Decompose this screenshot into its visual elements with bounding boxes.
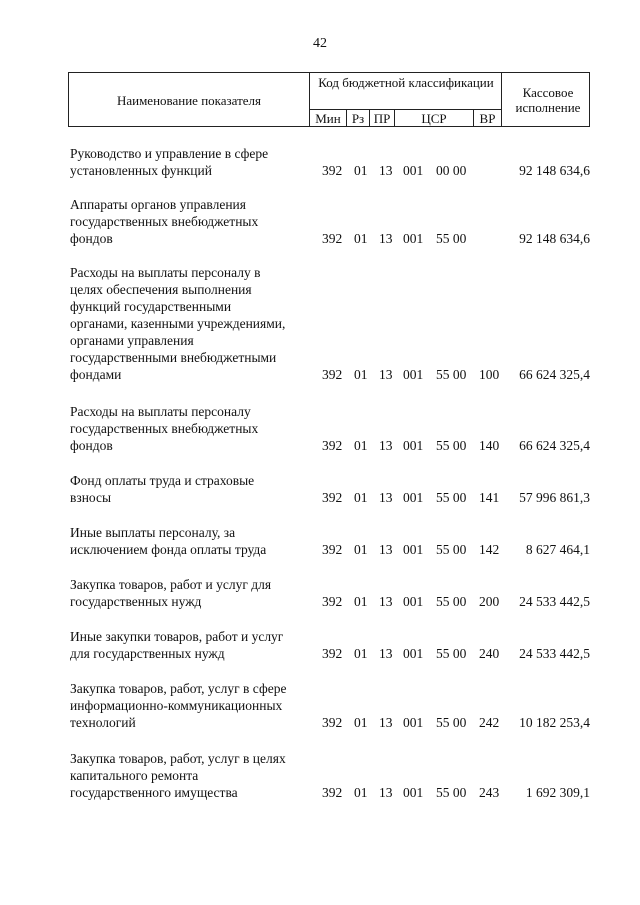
row-code-csr1: 001 bbox=[403, 231, 424, 246]
row-code-rz: 01 bbox=[354, 231, 368, 246]
header-code-group: Код бюджетной классификации bbox=[318, 75, 494, 90]
row-code-min: 392 bbox=[322, 542, 343, 557]
row-code-pr: 13 bbox=[379, 438, 393, 453]
row-name: Закупка товаров, работ и услуг для государственных нужд bbox=[70, 577, 272, 609]
row-code-csr2: 55 00 bbox=[436, 646, 467, 661]
row-code-csr2: 55 00 bbox=[436, 542, 467, 557]
row-code-min: 392 bbox=[322, 594, 343, 609]
header-col-csr: ЦСР bbox=[421, 111, 447, 126]
row-code-csr2: 55 00 bbox=[436, 785, 467, 800]
row-code-rz: 01 bbox=[354, 715, 368, 730]
row-code-rz: 01 bbox=[354, 438, 368, 453]
row-code-rz: 01 bbox=[354, 785, 368, 800]
row-code-min: 392 bbox=[322, 231, 343, 246]
row-code-pr: 13 bbox=[379, 594, 393, 609]
row-code-vr: 243 bbox=[479, 785, 500, 800]
row-code-rz: 01 bbox=[354, 163, 368, 178]
row-code-pr: 13 bbox=[379, 715, 393, 730]
row-code-csr1: 001 bbox=[403, 490, 424, 505]
header-col-rz: Рз bbox=[351, 111, 365, 126]
row-amount: 10 182 253,4 bbox=[519, 715, 590, 730]
row-code-csr1: 001 bbox=[403, 646, 424, 661]
row-name: Руководство и управление в сфере установленных функций bbox=[70, 146, 269, 178]
row-code-csr1: 001 bbox=[403, 542, 424, 557]
row-code-vr: 142 bbox=[479, 542, 500, 557]
row-amount: 8 627 464,1 bbox=[525, 542, 590, 557]
row-name: Расходы на выплаты персоналу в целях обеспечения выполнения функций государственными органами, казенными учреждениями, органами управления государственными внебюджетными фондами bbox=[70, 265, 286, 382]
page-number: 42 bbox=[313, 36, 327, 51]
header-col-pr: ПР bbox=[373, 111, 391, 126]
row-code-min: 392 bbox=[322, 715, 343, 730]
row-code-csr1: 001 bbox=[403, 367, 424, 382]
row-code-rz: 01 bbox=[354, 646, 368, 661]
row-code-vr: 141 bbox=[479, 490, 500, 505]
row-code-csr2: 55 00 bbox=[436, 231, 467, 246]
row-code-csr1: 001 bbox=[403, 594, 424, 609]
row-code-min: 392 bbox=[322, 785, 343, 800]
row-name: Аппараты органов управления государственных внебюджетных фондов bbox=[70, 197, 259, 246]
row-name: Иные выплаты персоналу, за исключением фонда оплаты труда bbox=[70, 525, 267, 557]
row-amount: 24 533 442,5 bbox=[519, 646, 590, 661]
row-name: Иные закупки товаров, работ и услуг для государственных нужд bbox=[70, 629, 284, 661]
row-amount: 66 624 325,4 bbox=[519, 367, 590, 382]
row-name: Закупка товаров, работ, услуг в сфере информационно-коммуникационных технологий bbox=[70, 681, 287, 730]
row-code-pr: 13 bbox=[379, 231, 393, 246]
row-code-csr2: 00 00 bbox=[436, 163, 467, 178]
row-code-csr1: 001 bbox=[403, 715, 424, 730]
row-code-rz: 01 bbox=[354, 594, 368, 609]
row-code-csr2: 55 00 bbox=[436, 438, 467, 453]
row-name: Расходы на выплаты персоналу государственных внебюджетных фондов bbox=[70, 404, 259, 453]
row-code-csr2: 55 00 bbox=[436, 367, 467, 382]
row-code-min: 392 bbox=[322, 367, 343, 382]
header-col-vr: ВР bbox=[479, 111, 496, 126]
row-code-min: 392 bbox=[322, 490, 343, 505]
row-code-vr: 200 bbox=[479, 594, 500, 609]
row-code-pr: 13 bbox=[379, 785, 393, 800]
row-code-rz: 01 bbox=[354, 367, 368, 382]
row-name: Закупка товаров, работ, услуг в целях капитального ремонта государственного имущества bbox=[70, 751, 286, 800]
header-col-min: Мин bbox=[315, 111, 341, 126]
row-amount: 92 148 634,6 bbox=[519, 163, 590, 178]
row-code-rz: 01 bbox=[354, 542, 368, 557]
row-code-vr: 100 bbox=[479, 367, 500, 382]
row-code-vr: 242 bbox=[479, 715, 500, 730]
row-code-pr: 13 bbox=[379, 646, 393, 661]
row-amount: 1 692 309,1 bbox=[525, 785, 590, 800]
row-amount: 24 533 442,5 bbox=[519, 594, 590, 609]
row-code-rz: 01 bbox=[354, 490, 368, 505]
header-amount-column: Кассовое исполнение bbox=[515, 85, 581, 115]
row-code-pr: 13 bbox=[379, 367, 393, 382]
row-code-min: 392 bbox=[322, 646, 343, 661]
row-code-min: 392 bbox=[322, 163, 343, 178]
row-code-csr2: 55 00 bbox=[436, 594, 467, 609]
row-amount: 66 624 325,4 bbox=[519, 438, 590, 453]
row-amount: 92 148 634,6 bbox=[519, 231, 590, 246]
row-code-vr: 240 bbox=[479, 646, 500, 661]
row-code-pr: 13 bbox=[379, 490, 393, 505]
row-code-csr2: 55 00 bbox=[436, 715, 467, 730]
row-code-csr1: 001 bbox=[403, 785, 424, 800]
header-name-column: Наименование показателя bbox=[116, 93, 262, 108]
table-header bbox=[68, 72, 590, 127]
row-code-csr2: 55 00 bbox=[436, 490, 467, 505]
row-name: Фонд оплаты труда и страховые взносы bbox=[70, 473, 255, 505]
row-code-pr: 13 bbox=[379, 542, 393, 557]
row-code-min: 392 bbox=[322, 438, 343, 453]
row-amount: 57 996 861,3 bbox=[519, 490, 590, 505]
row-code-csr1: 001 bbox=[403, 438, 424, 453]
row-code-pr: 13 bbox=[379, 163, 393, 178]
row-code-vr: 140 bbox=[479, 438, 500, 453]
row-code-csr1: 001 bbox=[403, 163, 424, 178]
